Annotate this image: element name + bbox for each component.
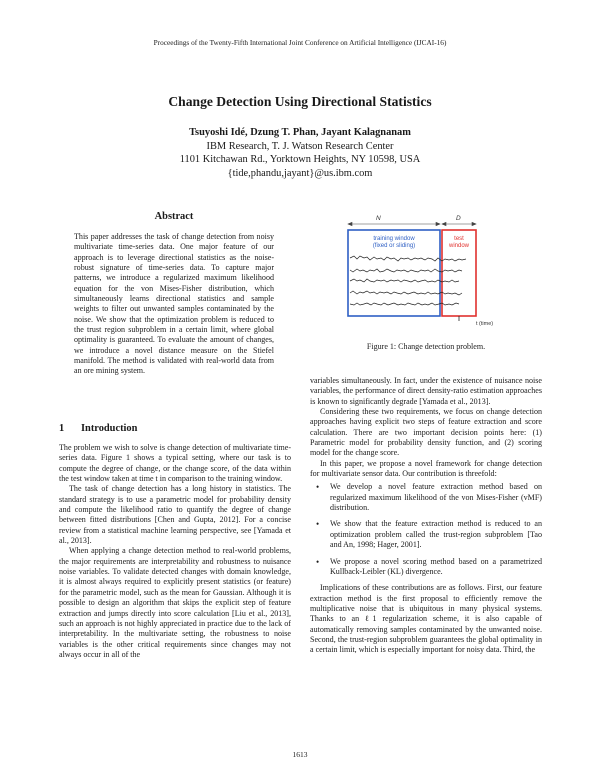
intro-paragraph-2: The task of change detection has a long history in statistics. The standard strategy is to use a parametric model for probability density and compute the likelihood ratio to quantify the degree of change between fitted distributions [Chen and Gupta, 2012]. For a concise review from a statistical machine learning perspective, see [Yamada et al., 2013]. bbox=[59, 484, 291, 546]
author-block bbox=[0, 126, 600, 180]
abstract-text bbox=[74, 232, 274, 377]
series-trace-2 bbox=[350, 269, 462, 272]
intro-paragraph-4: Considering these two requirements, we focus on change detection approaches having explicit two steps of feature extraction and score calculation. There are two important decision points here: (1) Parametric model for probability density function, and (2) scoring model for the change score. bbox=[310, 407, 542, 458]
page-number: 1613 bbox=[292, 750, 308, 759]
time-axis-label: t (time) bbox=[476, 321, 494, 327]
section-number: 1 bbox=[59, 423, 65, 434]
email: {tide,phandu,jayant}@us.ibm.com bbox=[227, 167, 373, 179]
intro-paragraph-continued: variables simultaneously. In fact, under the existence of nuisance noise variables, the performance of direct density-ratio estimation approaches is known to significantly degrade [Yamada et al., 2013]. bbox=[310, 376, 542, 406]
contribution-bullet bbox=[310, 557, 542, 578]
n-arrow-left bbox=[348, 222, 352, 225]
d-arrow-left bbox=[442, 222, 446, 225]
series-trace-4 bbox=[350, 291, 462, 295]
intro-paragraph-6: Implications of these contributions are as follows. First, our feature extraction method is the first proposal to efficiently remove the multiplicative noise that is ubiquitous in many physical systems. Thanks to an ℓ1 regularization scheme, it is also capable of automatically removing samples contaminated by the unwanted noise. Second, the trust-region subproblem guarantees the global optimality in a certain limit, which is especially important for noisy data. Third, the bbox=[310, 583, 542, 655]
bullet-dot-icon: • bbox=[316, 482, 320, 493]
change-detection-figure bbox=[336, 214, 516, 334]
contribution-bullet bbox=[310, 482, 542, 513]
test-window-label: test bbox=[454, 236, 464, 242]
label-n: N bbox=[376, 215, 381, 222]
intro-paragraph-3: When applying a change detection method to real-world problems, the major requirements are interpretability and robustness to nuisance noise variables. To validate detected changes with domain knowledge, it is almost always required to explicitly present statistics (or feature) for the parametric model, such as the mean for Gaussian. Although it is possible to design an algorithm that skips the explicit step of feature extraction and jumps directly into score calculation [Liu et al., 2013], such an approach is not highly appreciated in practice due to the lack of interpretability. In the multivariate setting, the robustness to noise variables is the other critical requirements since changes may not always occur in all of the bbox=[59, 546, 291, 659]
d-arrow-right bbox=[472, 222, 476, 225]
time-series-traces bbox=[350, 256, 466, 305]
left-column-body bbox=[59, 443, 291, 660]
bullet-dot-icon: • bbox=[316, 519, 320, 530]
bullet-text: We develop a novel feature extraction method based on regularized maximum likelihood of the von Mises-Fisher (vMF) distribution. bbox=[330, 482, 542, 513]
address: 1101 Kitchawan Rd., Yorktown Heights, NY 10598, USA bbox=[179, 154, 421, 165]
bullet-text: We show that the feature extraction method is reduced to an optimization problem called the trust-region subproblem [Tao and An, 1998; Hager, 2001]. bbox=[330, 519, 542, 550]
proceedings-header: Proceedings of the Twenty-Fifth International Joint Conference on Artificial Intelligence (IJCAI-16) bbox=[153, 38, 447, 47]
training-window-sublabel: (fixed or sliding) bbox=[372, 243, 416, 249]
abstract-heading: Abstract bbox=[154, 211, 194, 222]
section-heading bbox=[59, 423, 137, 434]
label-d: D bbox=[456, 215, 461, 222]
bullet-dot-icon: • bbox=[316, 556, 320, 567]
test-window-sublabel: window bbox=[448, 243, 470, 249]
training-window-label: training window bbox=[373, 236, 415, 242]
author-names: Tsuyoshi Idé, Dzung T. Phan, Jayant Kalagnanam bbox=[189, 127, 411, 138]
bullet-text: We propose a novel scoring method based on a parametrized Kullback-Leibler (KL) divergence. bbox=[330, 556, 542, 576]
abstract-paragraph: This paper addresses the task of change detection from noisy multivariate time-series data. One major feature of our approach is to leverage directional statistics as the noise-robust signature of time-series data. To capture major patterns, we introduce a regularized maximum likelihood equation for the von Mises-Fisher distribution, which simultaneously learns directional statistics and sample weights to filter out unwanted samples contaminated by the noise. We show that the optimization problem is reduced to the trust region subproblem in a certain limit, where global optimality is guaranteed. To evaluate the amount of changes, we introduce a novel distance measure on the Stiefel manifold. The method is validated with real-world data from an ore mining system. bbox=[74, 232, 274, 376]
section-title: Introduction bbox=[81, 423, 138, 434]
intro-paragraph-1: The problem we wish to solve is change detection of multivariate time-series data. Figure 1 shows a typical setting, where our task is to compute the degree of change, or the change score, of the data within the test window taken at time t in comparison to the training window. bbox=[59, 443, 291, 484]
window-span-arrows bbox=[348, 222, 476, 225]
affiliation: IBM Research, T. J. Watson Research Center bbox=[206, 140, 394, 152]
figure-caption: Figure 1: Change detection problem. bbox=[366, 342, 486, 351]
n-arrow-right bbox=[436, 222, 440, 225]
right-column-body bbox=[310, 376, 542, 656]
paper-title: Change Detection Using Directional Statistics bbox=[168, 94, 432, 109]
series-trace-1 bbox=[350, 256, 466, 261]
intro-paragraph-5: In this paper, we propose a novel framework for change detection for multivariate sensor data. Our contribution is threefold: bbox=[310, 458, 542, 479]
contribution-bullet bbox=[310, 519, 542, 550]
